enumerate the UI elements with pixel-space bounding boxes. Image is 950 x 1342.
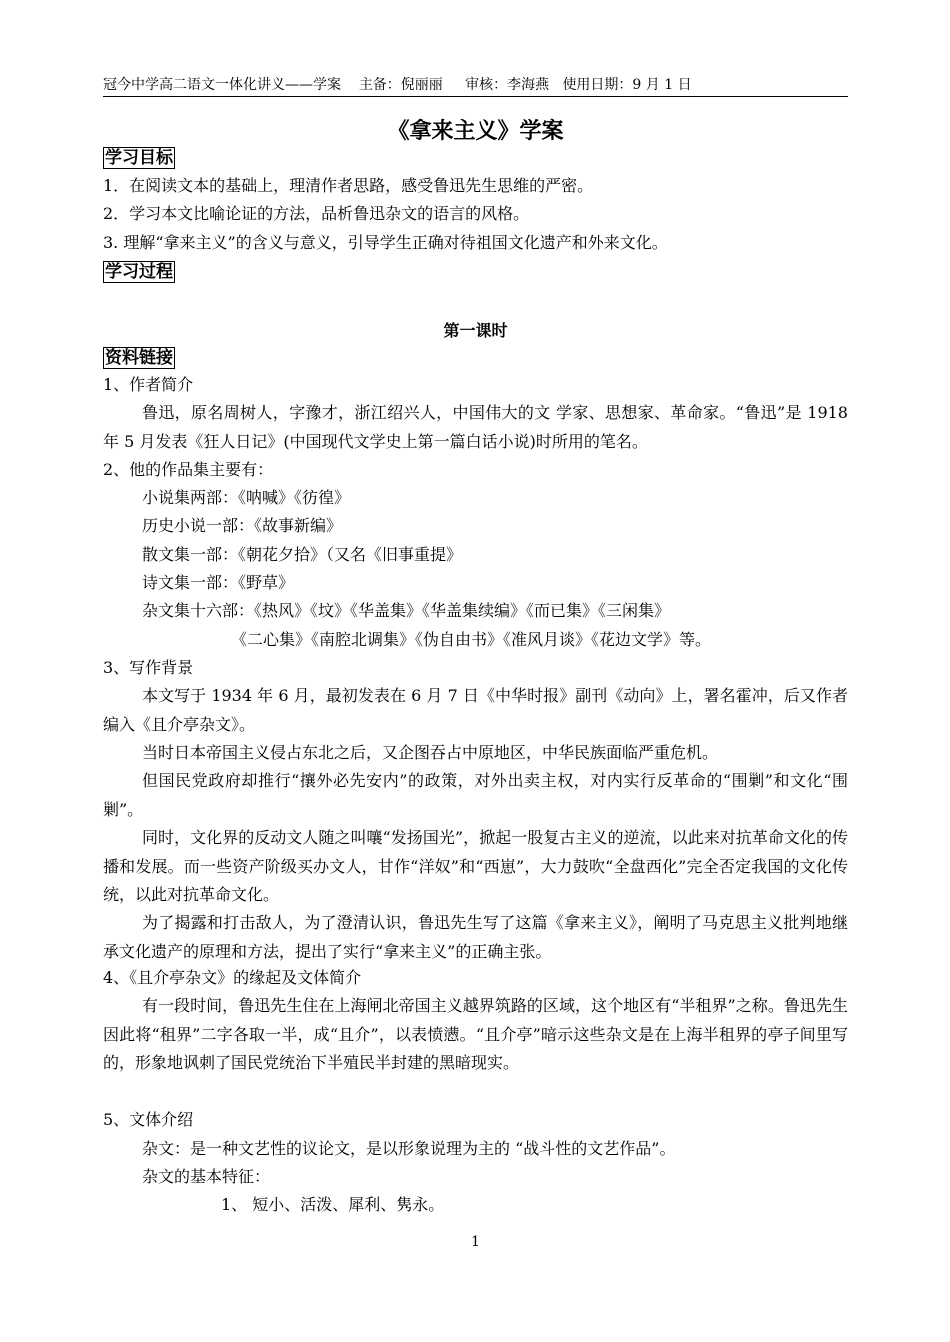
background-paragraph-3: 但国民党政府却推行“攘外必先安内”的政策，对外出卖主权，对内实行反革命的“围剿”和文化“围剿”。 [103, 771, 848, 819]
header-author: 主备：倪丽丽 [358, 77, 443, 93]
lesson-title: 第一课时 [443, 321, 508, 340]
process-heading-row [103, 260, 175, 284]
origin-text: 有一段时间，鲁迅先生住在上海闸北帝国主义越界筑路的区域，这个地区有“半租界”之称。鲁迅先生因此将“租界”二字各取一半，成“且介”，以表愤懑。“且介亭”暗示这些杂文是在上海半租界的亭子间里写的，形象地讽刺了国民党统治下半殖民半封建的黑暗现实。 [103, 996, 848, 1072]
works-essays-line-2: 《二心集》《南腔北调集》《伪自由书》《准风月谈》《花边文学》等。 [231, 630, 712, 649]
background-heading: 3、写作背景 [103, 658, 194, 677]
background-paragraph-2: 当时日本帝国主义侵占东北之后，又企图吞占中原地区，中华民族面临严重危机。 [142, 743, 719, 762]
background-paragraph-5: 为了揭露和打击敌人，为了澄清认识，鲁迅先生写了这篇《拿来主义》，阐明了马克思主义批判地继承文化遗产的原理和方法，提出了实行“拿来主义”的正确主张。 [103, 913, 848, 961]
genre-feature-1: 1、 短小、活泼、犀利、隽永。 [221, 1195, 445, 1214]
genre-features-heading: 杂文的基本特征： [142, 1167, 271, 1186]
process-heading: 学习过程 [105, 262, 173, 282]
page-header [103, 74, 848, 97]
works-essays-line-1: 杂文集十六部：《热风》《坟》《华盖集》《华盖集续编》《而已集》《三闲集》 [142, 601, 671, 620]
page-number: 1 [471, 1234, 480, 1250]
header-reviewer: 审核：李海燕 [465, 77, 550, 93]
background-paragraph-1: 本文写于 1934 年 6 月，最初发表在 6 月 7 日《中华时报》副刊《动向》上，署名霍冲，后又作者编入《且介亭杂文》。 [103, 686, 848, 734]
objective-item-3: 3. 理解“拿来主义”的含义与意义，引导学生正确对待祖国文化遗产和外来文化。 [103, 233, 668, 252]
works-heading: 2、他的作品集主要有： [103, 460, 274, 479]
objective-item-2: 2．学习本文比喻论证的方法，品析鲁迅杂文的语言的风格。 [103, 204, 530, 223]
objectives-heading-row [103, 146, 175, 170]
works-poetry: 诗文集一部：《野草》 [142, 573, 295, 592]
document-page [103, 0, 848, 1342]
genre-definition: 杂文：是一种文艺性的议论文，是以形象说理为主的 “战斗性的文艺作品”。 [142, 1139, 676, 1158]
header-school: 冠今中学高二语文一体化讲义——学案 [103, 77, 341, 93]
works-novels: 小说集两部：《呐喊》《彷徨》 [142, 488, 351, 507]
header-date: 使用日期：9 月 1 日 [562, 77, 692, 93]
objectives-heading: 学习目标 [105, 148, 173, 168]
resources-heading: 资料链接 [105, 348, 173, 368]
works-historical: 历史小说一部：《故事新编》 [142, 516, 343, 535]
objective-item-1: 1．在阅读文本的基础上，理清作者思路，感受鲁迅先生思维的严密。 [103, 176, 594, 195]
works-prose: 散文集一部：《朝花夕拾》（又名《旧事重提》 [142, 545, 463, 564]
author-intro-heading: 1、作者简介 [103, 375, 194, 394]
author-intro-text: 鲁迅，原名周树人，字豫才，浙江绍兴人，中国伟大的文 学家、思想家、革命家。“鲁迅”是 1918 年 5 月发表《狂人日记》(中国现代文学史上第一篇白话小说)时所用的笔名。 [103, 403, 848, 451]
document-title: 《拿来主义》学案 [387, 119, 564, 144]
resources-heading-row [103, 346, 175, 370]
background-paragraph-4: 同时，文化界的反动文人随之叫嚷“发扬国光”，掀起一股复古主义的逆流，以此来对抗革命文化的传播和发展。而一些资产阶级买办文人，甘作“洋奴”和“西崽”，大力鼓吹“全盘西化”完全否定我国的文化传统，以此对抗革命文化。 [103, 828, 848, 904]
genre-heading: 5、文体介绍 [103, 1110, 194, 1129]
origin-heading: 4、《且介亭杂文》的缘起及文体简介 [103, 968, 362, 987]
